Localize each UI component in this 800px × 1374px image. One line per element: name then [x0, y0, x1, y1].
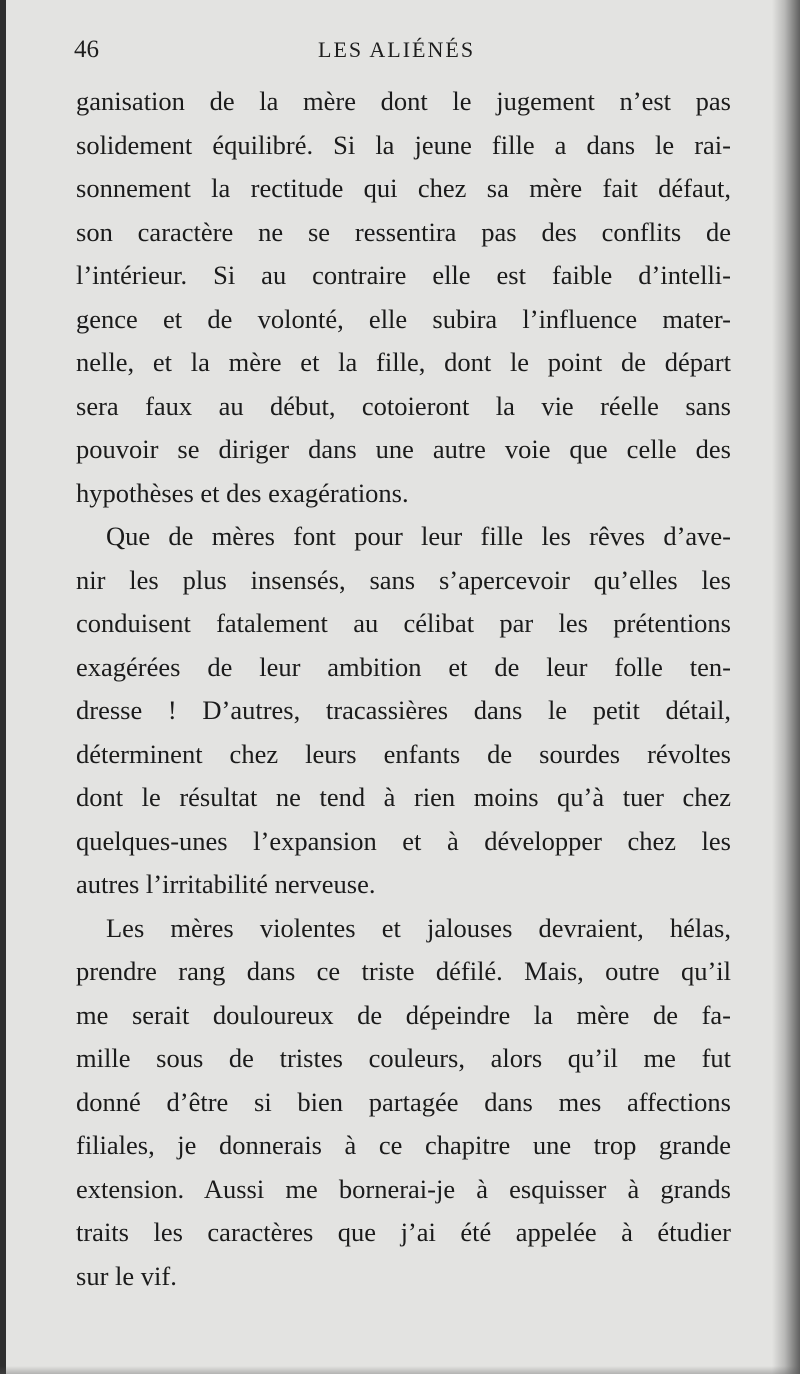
text-line: gence et de volonté, elle subira l’influence mater- — [76, 303, 731, 334]
text-line: conduisent fatalement au célibat par les prétentions — [76, 608, 731, 638]
text-line: traits les caractères que j’ai été appelée à étudier — [76, 1217, 731, 1247]
text-line: Les mères violentes et jalouses devraient, hélas, — [106, 912, 731, 943]
text-line: sonnement la rectitude qui chez sa mère fait défaut, — [76, 173, 731, 203]
text-line: me serait douloureux de dépeindre la mère de fa- — [76, 999, 731, 1030]
text-line: quelques-unes l’expansion et à développer chez les — [76, 825, 731, 856]
text-line: nelle, et la mère et la fille, dont le point de départ — [76, 347, 731, 377]
page-left-edge-shadow — [0, 0, 6, 1374]
body-text — [76, 80, 731, 1298]
text-line: son caractère ne se ressentira pas des conflits de — [76, 216, 731, 247]
text-line: filiales, je donnerais à ce chapitre une trop grande — [76, 1130, 731, 1160]
text-line: donné d’être si bien partagée dans mes affections — [76, 1086, 731, 1117]
text-line: Que de mères font pour leur fille les rêves d’ave- — [106, 521, 731, 551]
text-line: sur le vif. — [76, 1260, 177, 1291]
text-line: prendre rang dans ce triste défilé. Mais, outre qu’il — [76, 956, 731, 986]
page-bottom-edge-shadow — [0, 1366, 800, 1374]
text-line: sera faux au début, cotoieront la vie réelle sans — [76, 390, 731, 421]
text-line: dont le résultat ne tend à rien moins qu’à tuer chez — [76, 782, 731, 812]
text-line: l’intérieur. Si au contraire elle est faible d’intelli- — [76, 260, 731, 290]
page-number: 46 — [74, 36, 99, 63]
text-line: déterminent chez leurs enfants de sourdes révoltes — [76, 738, 731, 769]
text-line: exagérées de leur ambition et de leur folle ten- — [76, 651, 731, 682]
running-title: LES ALIÉNÉS — [318, 37, 476, 62]
text-line: mille sous de tristes couleurs, alors qu’il me fut — [76, 1043, 731, 1073]
text-line: hypothèses et des exagérations. — [76, 477, 409, 508]
text-line: nir les plus insensés, sans s’apercevoir qu’elles les — [76, 564, 731, 595]
text-line: dresse ! D’autres, tracassières dans le petit détail, — [76, 695, 731, 725]
running-head — [74, 34, 734, 70]
text-line: pouvoir se diriger dans une autre voie que celle des — [76, 434, 731, 464]
text-line: autres l’irritabilité nerveuse. — [76, 869, 376, 899]
text-line: ganisation de la mère dont le jugement n’est pas — [76, 86, 731, 116]
page-right-edge-shadow — [772, 0, 800, 1374]
text-line: solidement équilibré. Si la jeune fille a dans le rai- — [76, 129, 731, 160]
text-line: extension. Aussi me bornerai-je à esquisser à grands — [76, 1173, 731, 1204]
